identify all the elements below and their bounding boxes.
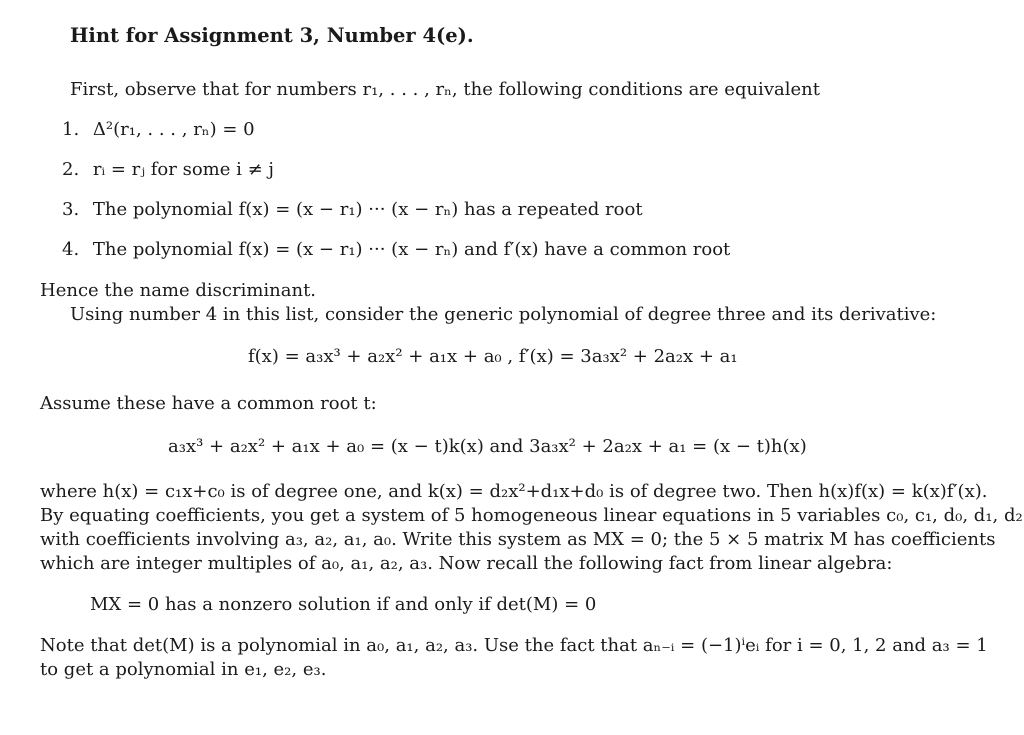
condition-text: rᵢ = rⱼ for some i ≠ j	[92, 159, 274, 180]
condition-text: The polynomial f(x) = (x − r₁) ··· (x − rₙ) has a repeated root	[92, 199, 643, 220]
hence-text: Hence the name discriminant.	[40, 280, 317, 301]
condition-number: 2.	[62, 159, 80, 180]
paragraph-line-3: with coefficients involving a₃, a₂, a₁, a₀. Write this system as MX = 0; the 5 × 5 matrix M has coefficients	[40, 529, 996, 550]
equation-polynomial: f(x) = a₃x³ + a₂x² + a₁x + a₀ , f′(x) = 3a₃x² + 2a₂x + a₁	[248, 346, 738, 367]
condition-number: 1.	[62, 119, 80, 140]
note-line-1: Note that det(M) is a polynomial in a₀, a₁, a₂, a₃. Use the fact that aₙ₋ᵢ = (−1)ⁱeᵢ for i = 0, 1, 2 and a₃ = 1	[40, 635, 988, 656]
assume-text: Assume these have a common root t:	[40, 393, 377, 414]
condition-1	[62, 119, 255, 141]
condition-4	[62, 239, 730, 261]
document-title: Hint for Assignment 3, Number 4(e).	[70, 24, 474, 47]
condition-2	[62, 159, 274, 181]
paragraph-line-4: which are integer multiples of a₀, a₁, a₂, a₃. Now recall the following fact from linear algebra:	[40, 553, 893, 574]
note-line-2: to get a polynomial in e₁, e₂, e₃.	[40, 659, 327, 680]
linear-algebra-fact: MX = 0 has a nonzero solution if and only if det(M) = 0	[90, 594, 597, 615]
intro-text: First, observe that for numbers r₁, . . . , rₙ, the following conditions are equivalent	[70, 79, 820, 100]
condition-text: Δ²(r₁, . . . , rₙ) = 0	[92, 119, 255, 140]
condition-text: The polynomial f(x) = (x − r₁) ··· (x − rₙ) and f′(x) have a common root	[92, 239, 731, 260]
condition-number: 3.	[62, 199, 80, 220]
paragraph-line-1: where h(x) = c₁x+c₀ is of degree one, and k(x) = d₂x²+d₁x+d₀ is of degree two. Then h(x)f(x) = k(x)f′(x).	[40, 481, 988, 502]
condition-3	[62, 199, 643, 221]
using-text: Using number 4 in this list, consider the generic polynomial of degree three and its derivative:	[70, 304, 937, 325]
equation-common-root: a₃x³ + a₂x² + a₁x + a₀ = (x − t)k(x) and 3a₃x² + 2a₂x + a₁ = (x − t)h(x)	[168, 436, 807, 457]
paragraph-line-2: By equating coefficients, you get a system of 5 homogeneous linear equations in 5 variables c₀, c₁, d₀, d₁, d₂	[40, 505, 1023, 526]
condition-number: 4.	[62, 239, 80, 260]
